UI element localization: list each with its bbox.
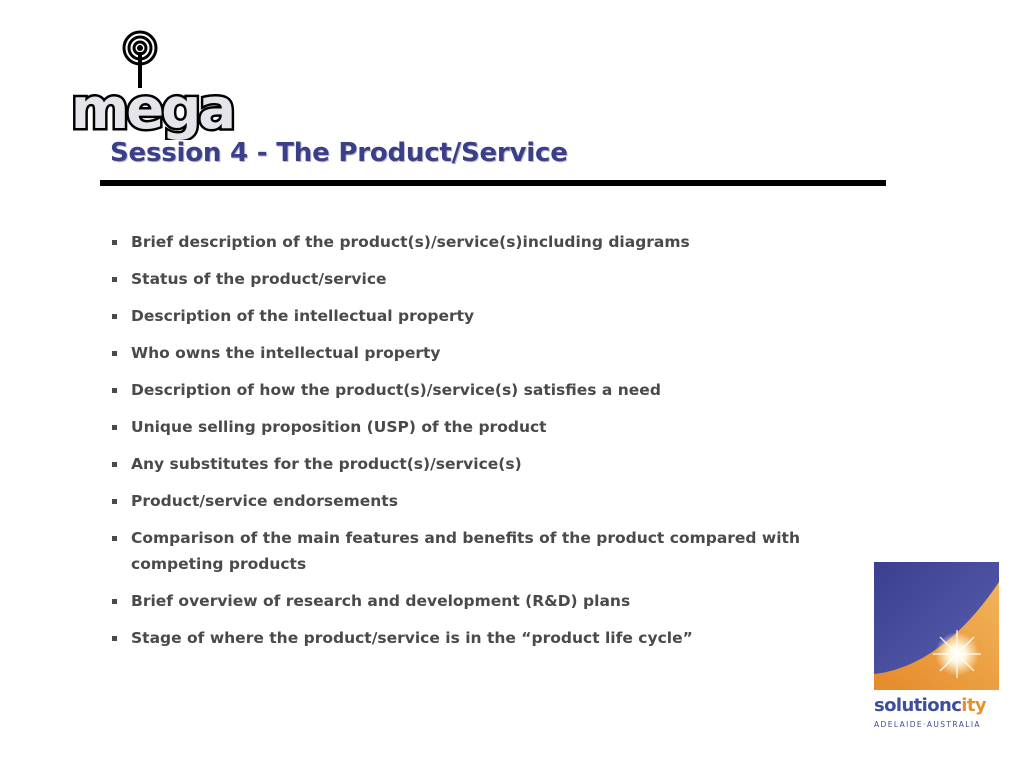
title-divider xyxy=(100,180,886,186)
bullet-icon xyxy=(112,425,117,430)
bullet-icon xyxy=(112,351,117,356)
page-title: Session 4 - The Product/Service xyxy=(110,138,568,168)
list-item-text: Description of the intellectual property xyxy=(131,307,475,325)
list-item xyxy=(112,525,872,577)
list-item xyxy=(112,488,872,514)
solutioncity-logo-image xyxy=(874,562,999,690)
bullet-icon xyxy=(112,277,117,282)
list-item xyxy=(112,588,872,614)
wordmark-part: solutionc xyxy=(874,695,962,716)
bullet-icon xyxy=(112,314,117,319)
list-item xyxy=(112,266,872,292)
list-item-text: Who owns the intellectual property xyxy=(131,344,441,362)
list-item xyxy=(112,377,872,403)
list-item xyxy=(112,229,872,255)
list-item-text: Stage of where the product/service is in the “product life cycle” xyxy=(131,629,693,647)
bullet-icon xyxy=(112,462,117,467)
list-item-text: Brief description of the product(s)/service(s)including diagrams xyxy=(131,233,690,251)
list-item-text: Unique selling proposition (USP) of the product xyxy=(131,418,547,436)
svg-text:mega: mega xyxy=(70,77,234,140)
mega-logo xyxy=(64,30,240,140)
solutioncity-wordmark xyxy=(874,695,1002,716)
list-item xyxy=(112,414,872,440)
bullet-icon xyxy=(112,636,117,641)
wordmark-accent: ity xyxy=(961,695,987,716)
bullet-list xyxy=(112,229,872,662)
list-item xyxy=(112,303,872,329)
list-item-text: Comparison of the main features and benefits of the product compared with competing products xyxy=(131,529,801,573)
list-item xyxy=(112,340,872,366)
bullet-icon xyxy=(112,499,117,504)
list-item-text: Any substitutes for the product(s)/service(s) xyxy=(131,455,522,473)
list-item-text: Status of the product/service xyxy=(131,270,387,288)
list-item xyxy=(112,451,872,477)
bullet-icon xyxy=(112,599,117,604)
bullet-icon xyxy=(112,536,117,541)
bullet-icon xyxy=(112,240,117,245)
solutioncity-subtitle: ADELAIDE·AUSTRALIA xyxy=(874,720,981,729)
list-item-text: Product/service endorsements xyxy=(131,492,398,510)
bullet-icon xyxy=(112,388,117,393)
list-item-text: Brief overview of research and development (R&D) plans xyxy=(131,592,631,610)
list-item-text: Description of how the product(s)/service(s) satisfies a need xyxy=(131,381,661,399)
list-item xyxy=(112,625,872,651)
